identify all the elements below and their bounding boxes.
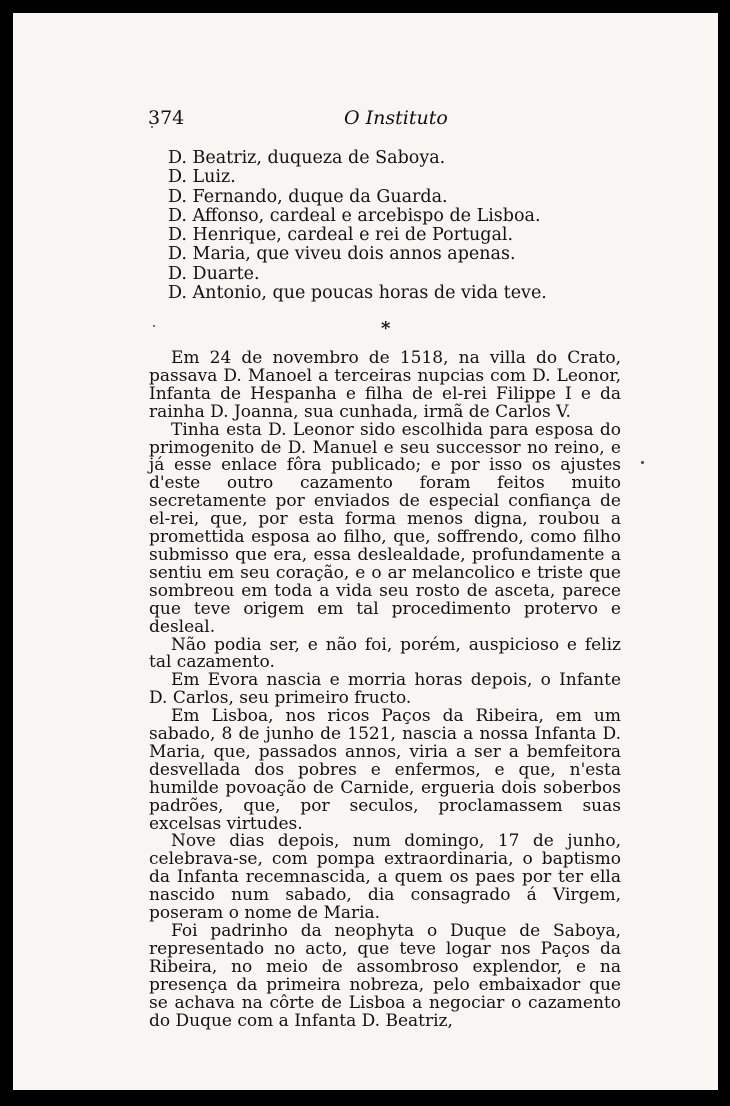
- specks-icon: [641, 461, 644, 464]
- page-border-bottom: [10, 1090, 721, 1093]
- list-item: D. Henrique, cardeal e rei de Portugal.: [168, 225, 514, 246]
- paragraph: Em Lisboa, nos ricos Paços da Ribeira, em um sabado, 8 de junho de 1521, nascia a nossa Infanta D. Maria, que, passados annos, viria a ser a bemfeitora desvellada dos pobres e enfermos, e que, n'esta humilde povoação de Carnide, ergueria dois soberbos padrões, que, por seculos, proclamassem suas excelsas virtudes.: [149, 706, 621, 834]
- paragraph: Nove dias depois, num domingo, 17 de junho, celebrava-se, com pompa extraordinaria, o baptismo da Infanta recemnascida, a quem os paes por ter ella nascido num sabado, dia consagrado á Virgem, poseram o nome de Maria.: [149, 831, 621, 924]
- paragraph: Em 24 de novembro de 1518, na villa do Crato, passava D. Manoel a terceiras nupcias com D. Leonor, Infanta de Hespanha e filha de el-rei Filippe I e da rainha D. Joanna, sua cunhada, irmã de Carlos V.: [149, 348, 621, 422]
- children-list: [168, 149, 598, 303]
- list-item: D. Affonso, cardeal e arcebispo de Lisboa.: [168, 205, 541, 226]
- page-header: [148, 107, 638, 133]
- section-separator: *: [381, 318, 391, 339]
- list-item: D. Duarte.: [168, 263, 260, 284]
- running-title: O Instituto: [344, 107, 448, 129]
- list-item: D. Maria, que viveu dois annos apenas.: [168, 244, 516, 265]
- body-text: [149, 350, 621, 1030]
- page-border-left: [10, 10, 13, 1093]
- list-item: D. Antonio, que poucas horas de vida teve.: [168, 283, 547, 304]
- page-border-top: [10, 10, 721, 13]
- paragraph: Foi padrinho da neophyta o Duque de Saboya, representado no acto, que teve logar nos Paços da Ribeira, no meio de assombroso explendor, e na presença da primeira nobreza, pelo embaixador que se achava na côrte de Lisboa a negociar o cazamento do Duque com a Infanta D. Beatriz,: [149, 921, 621, 1031]
- specks-icon: [153, 325, 155, 327]
- page-border-right: [718, 10, 721, 1093]
- page-number: 374: [148, 107, 185, 129]
- list-item: D. Luiz.: [168, 167, 236, 188]
- book-page: [10, 10, 721, 1093]
- list-item: D. Fernando, duque da Guarda.: [168, 186, 448, 207]
- paragraph: Tinha esta D. Leonor sido escolhida para esposa do primogenito de D. Manuel e seu successor no reino, e já esse enlace fôra publicado; e por isso os ajustes d'este outro cazamento foram feitos muito secretamente por enviados de especial confiança de el-rei, que, por esta forma menos digna, roubou a promettida esposa ao filho, que, soffrendo, como filho submisso que era, essa deslealdade, profundamente a sentiu em seu coração, e o ar melancolico e triste que sombreou em toda a vida seu rosto de asceta, parece que teve origem em tal procedimento protervo e desleal.: [149, 419, 621, 637]
- list-item: D. Beatriz, duqueza de Saboya.: [168, 148, 446, 168]
- paragraph: Em Evora nascia e morria horas depois, o Infante D. Carlos, seu primeiro fructo.: [149, 670, 621, 709]
- paragraph: Não podia ser, e não foi, porém, auspicioso e feliz tal cazamento.: [149, 634, 621, 673]
